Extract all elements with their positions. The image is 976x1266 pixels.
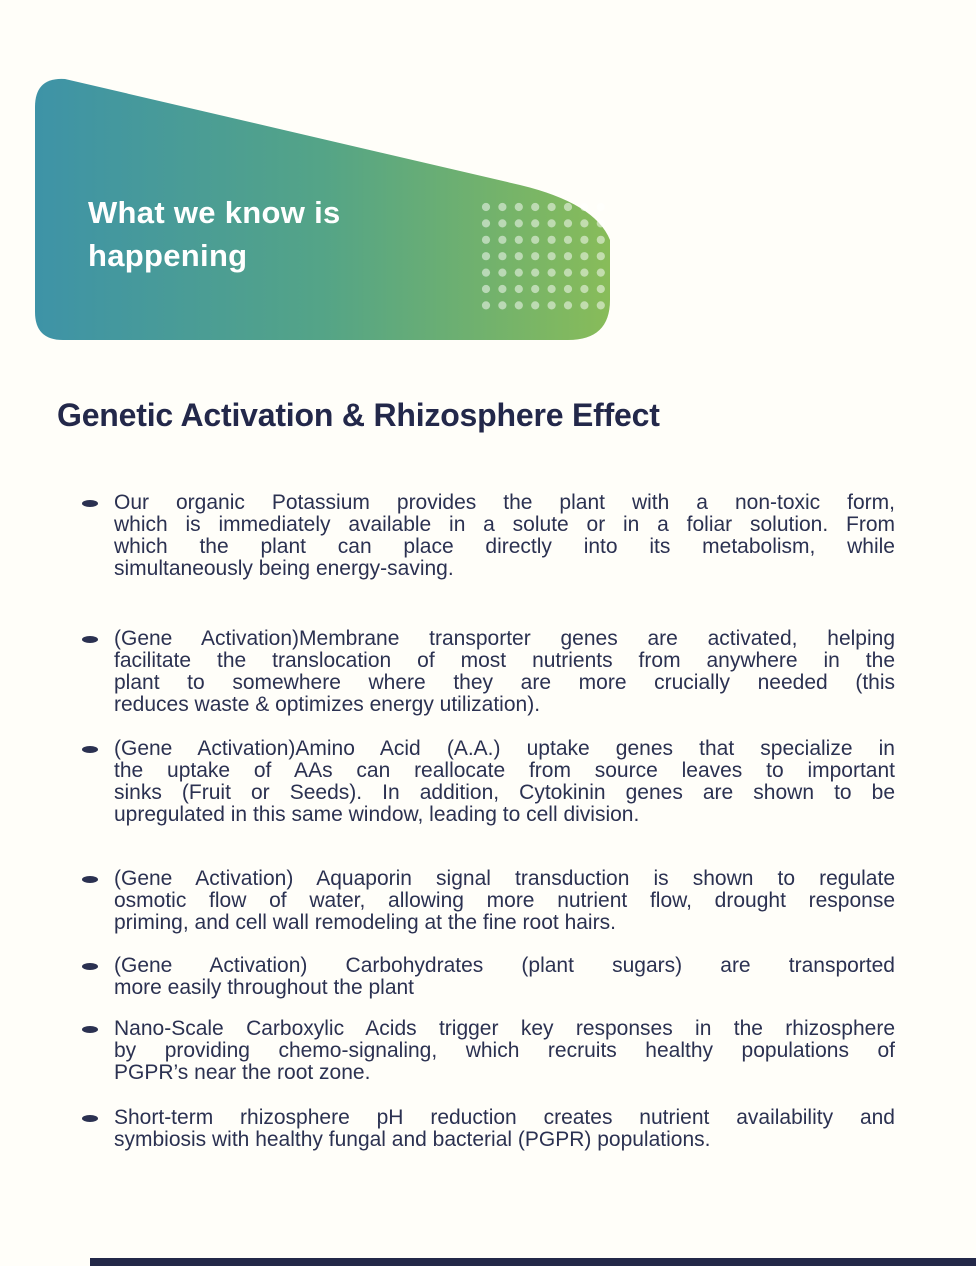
dot	[564, 301, 572, 309]
dot	[498, 219, 506, 227]
dot	[597, 252, 605, 260]
bullet-line: simultaneously being energy-saving.	[114, 557, 454, 580]
page-title: Genetic Activation & Rhizosphere Effect	[57, 397, 660, 434]
list-item	[82, 1018, 895, 1084]
bullet-marker	[82, 1115, 98, 1122]
dot	[580, 269, 588, 277]
dot	[548, 269, 556, 277]
dot	[597, 285, 605, 293]
dot	[564, 269, 572, 277]
dot	[482, 285, 490, 293]
bullet-text	[114, 1018, 895, 1084]
bullet-line: by providing chemo-signaling, which recruits healthy populations of	[114, 1039, 895, 1062]
dot	[564, 252, 572, 260]
bullet-line: which is immediately available in a solute or in a foliar solution. From	[114, 513, 895, 536]
dot	[580, 285, 588, 293]
bullet-list	[82, 492, 895, 1151]
bullet-line: sinks (Fruit or Seeds). In addition, Cytokinin genes are shown to be	[114, 781, 895, 804]
bullet-marker	[82, 636, 98, 643]
bullet-line: more easily throughout the plant	[114, 976, 415, 999]
dot	[580, 219, 588, 227]
dot	[482, 252, 490, 260]
footer-accent-bar	[90, 1258, 976, 1266]
list-item	[82, 628, 895, 716]
dot	[580, 252, 588, 260]
bullet-text	[114, 492, 895, 580]
bullet-line: (Gene Activation) Carbohydrates (plant sugars) are transported	[114, 954, 895, 977]
dot	[482, 203, 490, 211]
bullet-line: symbiosis with healthy fungal and bacterial (PGPR) populations.	[114, 1128, 711, 1151]
dot	[531, 269, 539, 277]
dot	[597, 269, 605, 277]
dot	[482, 301, 490, 309]
dot	[597, 203, 605, 211]
list-item	[82, 738, 895, 826]
bullet-line: upregulated in this same window, leading to cell division.	[114, 803, 640, 826]
dot	[597, 301, 605, 309]
bullet-line: plant to somewhere where they are more crucially needed (this	[114, 671, 895, 694]
bullet-text	[114, 628, 895, 716]
dot	[531, 236, 539, 244]
dot	[531, 285, 539, 293]
bullet-text	[114, 868, 895, 934]
banner-title-line1: What we know is	[88, 195, 341, 230]
bullet-marker	[82, 1026, 98, 1033]
bullet-marker	[82, 746, 98, 753]
bullet-text	[114, 738, 895, 826]
dot	[482, 236, 490, 244]
dot	[564, 236, 572, 244]
banner	[35, 75, 610, 340]
dot	[548, 285, 556, 293]
banner-title-line2: happening	[88, 238, 248, 273]
dot	[580, 236, 588, 244]
dot	[564, 219, 572, 227]
dot	[548, 219, 556, 227]
bullet-line: the uptake of AAs can reallocate from source leaves to important	[114, 759, 895, 782]
dot	[498, 301, 506, 309]
bullet-line: Short-term rhizosphere pH reduction creates nutrient availability and	[114, 1106, 895, 1129]
dot	[564, 203, 572, 211]
dot	[515, 219, 523, 227]
dot	[515, 285, 523, 293]
dot	[515, 301, 523, 309]
dot	[498, 252, 506, 260]
dot	[498, 269, 506, 277]
bullet-text	[114, 1107, 895, 1151]
bullet-marker	[82, 963, 98, 970]
dot	[482, 269, 490, 277]
dot	[580, 203, 588, 211]
dot	[548, 203, 556, 211]
dot	[498, 203, 506, 211]
dot	[597, 219, 605, 227]
bullet-line: (Gene Activation) Aquaporin signal transduction is shown to regulate	[114, 867, 895, 890]
bullet-line: (Gene Activation)Membrane transporter genes are activated, helping	[114, 627, 895, 650]
dot	[515, 236, 523, 244]
dot	[531, 203, 539, 211]
bullet-line: Nano-Scale Carboxylic Acids trigger key responses in the rhizosphere	[114, 1017, 895, 1040]
dot	[564, 285, 572, 293]
dot	[498, 285, 506, 293]
banner-title	[88, 191, 341, 277]
dot	[531, 252, 539, 260]
list-item	[82, 492, 895, 580]
list-item	[82, 868, 895, 934]
dot	[548, 252, 556, 260]
dot	[548, 301, 556, 309]
dot	[548, 236, 556, 244]
list-item	[82, 1107, 895, 1151]
bullet-marker	[82, 876, 98, 883]
bullet-line: facilitate the translocation of most nutrients from anywhere in the	[114, 649, 895, 672]
dot	[515, 252, 523, 260]
list-item	[82, 955, 895, 999]
dot	[515, 269, 523, 277]
dot	[482, 219, 490, 227]
bullet-line: Our organic Potassium provides the plant with a non-toxic form,	[114, 491, 895, 514]
bullet-line: PGPR’s near the root zone.	[114, 1061, 371, 1084]
bullet-line: which the plant can place directly into its metabolism, while	[114, 535, 895, 558]
dot	[531, 219, 539, 227]
dot	[597, 236, 605, 244]
dot	[580, 301, 588, 309]
bullet-text	[114, 955, 895, 999]
bullet-line: reduces waste & optimizes energy utilization).	[114, 693, 541, 716]
dot	[531, 301, 539, 309]
dot	[498, 236, 506, 244]
bullet-line: osmotic flow of water, allowing more nutrient flow, drought response	[114, 889, 895, 912]
dot	[515, 203, 523, 211]
bullet-line: priming, and cell wall remodeling at the fine root hairs.	[114, 911, 616, 934]
bullet-marker	[82, 500, 98, 507]
bullet-line: (Gene Activation)Amino Acid (A.A.) uptake genes that specialize in	[114, 737, 895, 760]
